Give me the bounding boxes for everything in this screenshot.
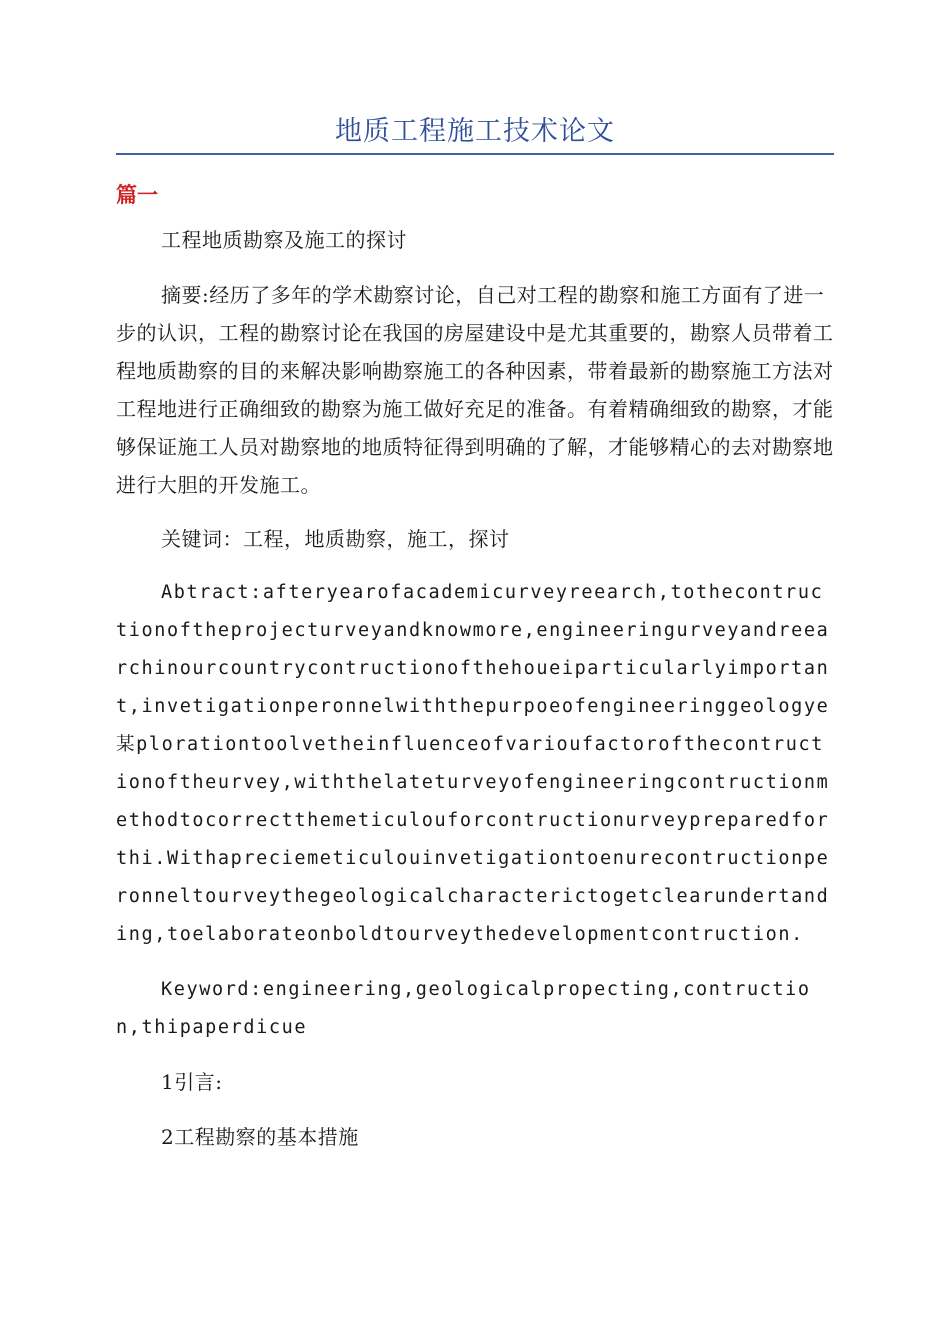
title-divider xyxy=(116,153,834,155)
document-title: 地质工程施工技术论文 xyxy=(335,116,615,147)
section-label: 篇一 xyxy=(116,183,158,207)
section-heading-basic-measures: 2工程勘察的基本措施 xyxy=(161,1125,359,1149)
abstract-chinese: 摘要:经历了多年的学术勘察讨论，自己对工程的勘察和施工方面有了进一步的认识，工程的勘察讨论在我国的房屋建设中是尤其重要的，勘察人员带着工程地质勘察的目的来解决影响勘察施工的各种因素，带着最新的勘察施工方法对工程地进行正确细致的勘察为施工做好充足的准备。有着精确细致的勘察，才能够保证施工人员对勘察地的地质特征得到明确的了解，才能够精心的去对勘察地进行大胆的开发施工。 xyxy=(116,283,834,497)
abstract-english: Abtract:afteryearofacademicurveyreearch,tothecontructionoftheprojecturveyandknowmore,engineeringurveyandreearchinourcountrycontructionofthehoueiparticularlyimportant,invetigationperonnelwiththepurpoeofengineeringgeologye某plorationtoolvetheinfluenceofvarioufactorofthecontructionoftheurvey,withthelateturveyofengineeringcontructionmethodtocorrectthemeticulouforcontructionurveypreparedforthi.Withapreciemeticulouinvetigationtoenurecontructionperonneltourveythegeologicalcharacterictogetclearundertanding,toelaborateonboldtourveythedevelopmentcontruction. xyxy=(116,582,830,945)
keywords-english: Keyword:engineering,geologicalpropecting,contruction,thipaperdicue xyxy=(116,979,811,1038)
section-heading-introduction: 1引言: xyxy=(161,1070,223,1094)
paper-subtitle: 工程地质勘察及施工的探讨 xyxy=(161,228,407,252)
keywords-chinese: 关键词：工程，地质勘察，施工，探讨 xyxy=(161,527,510,551)
